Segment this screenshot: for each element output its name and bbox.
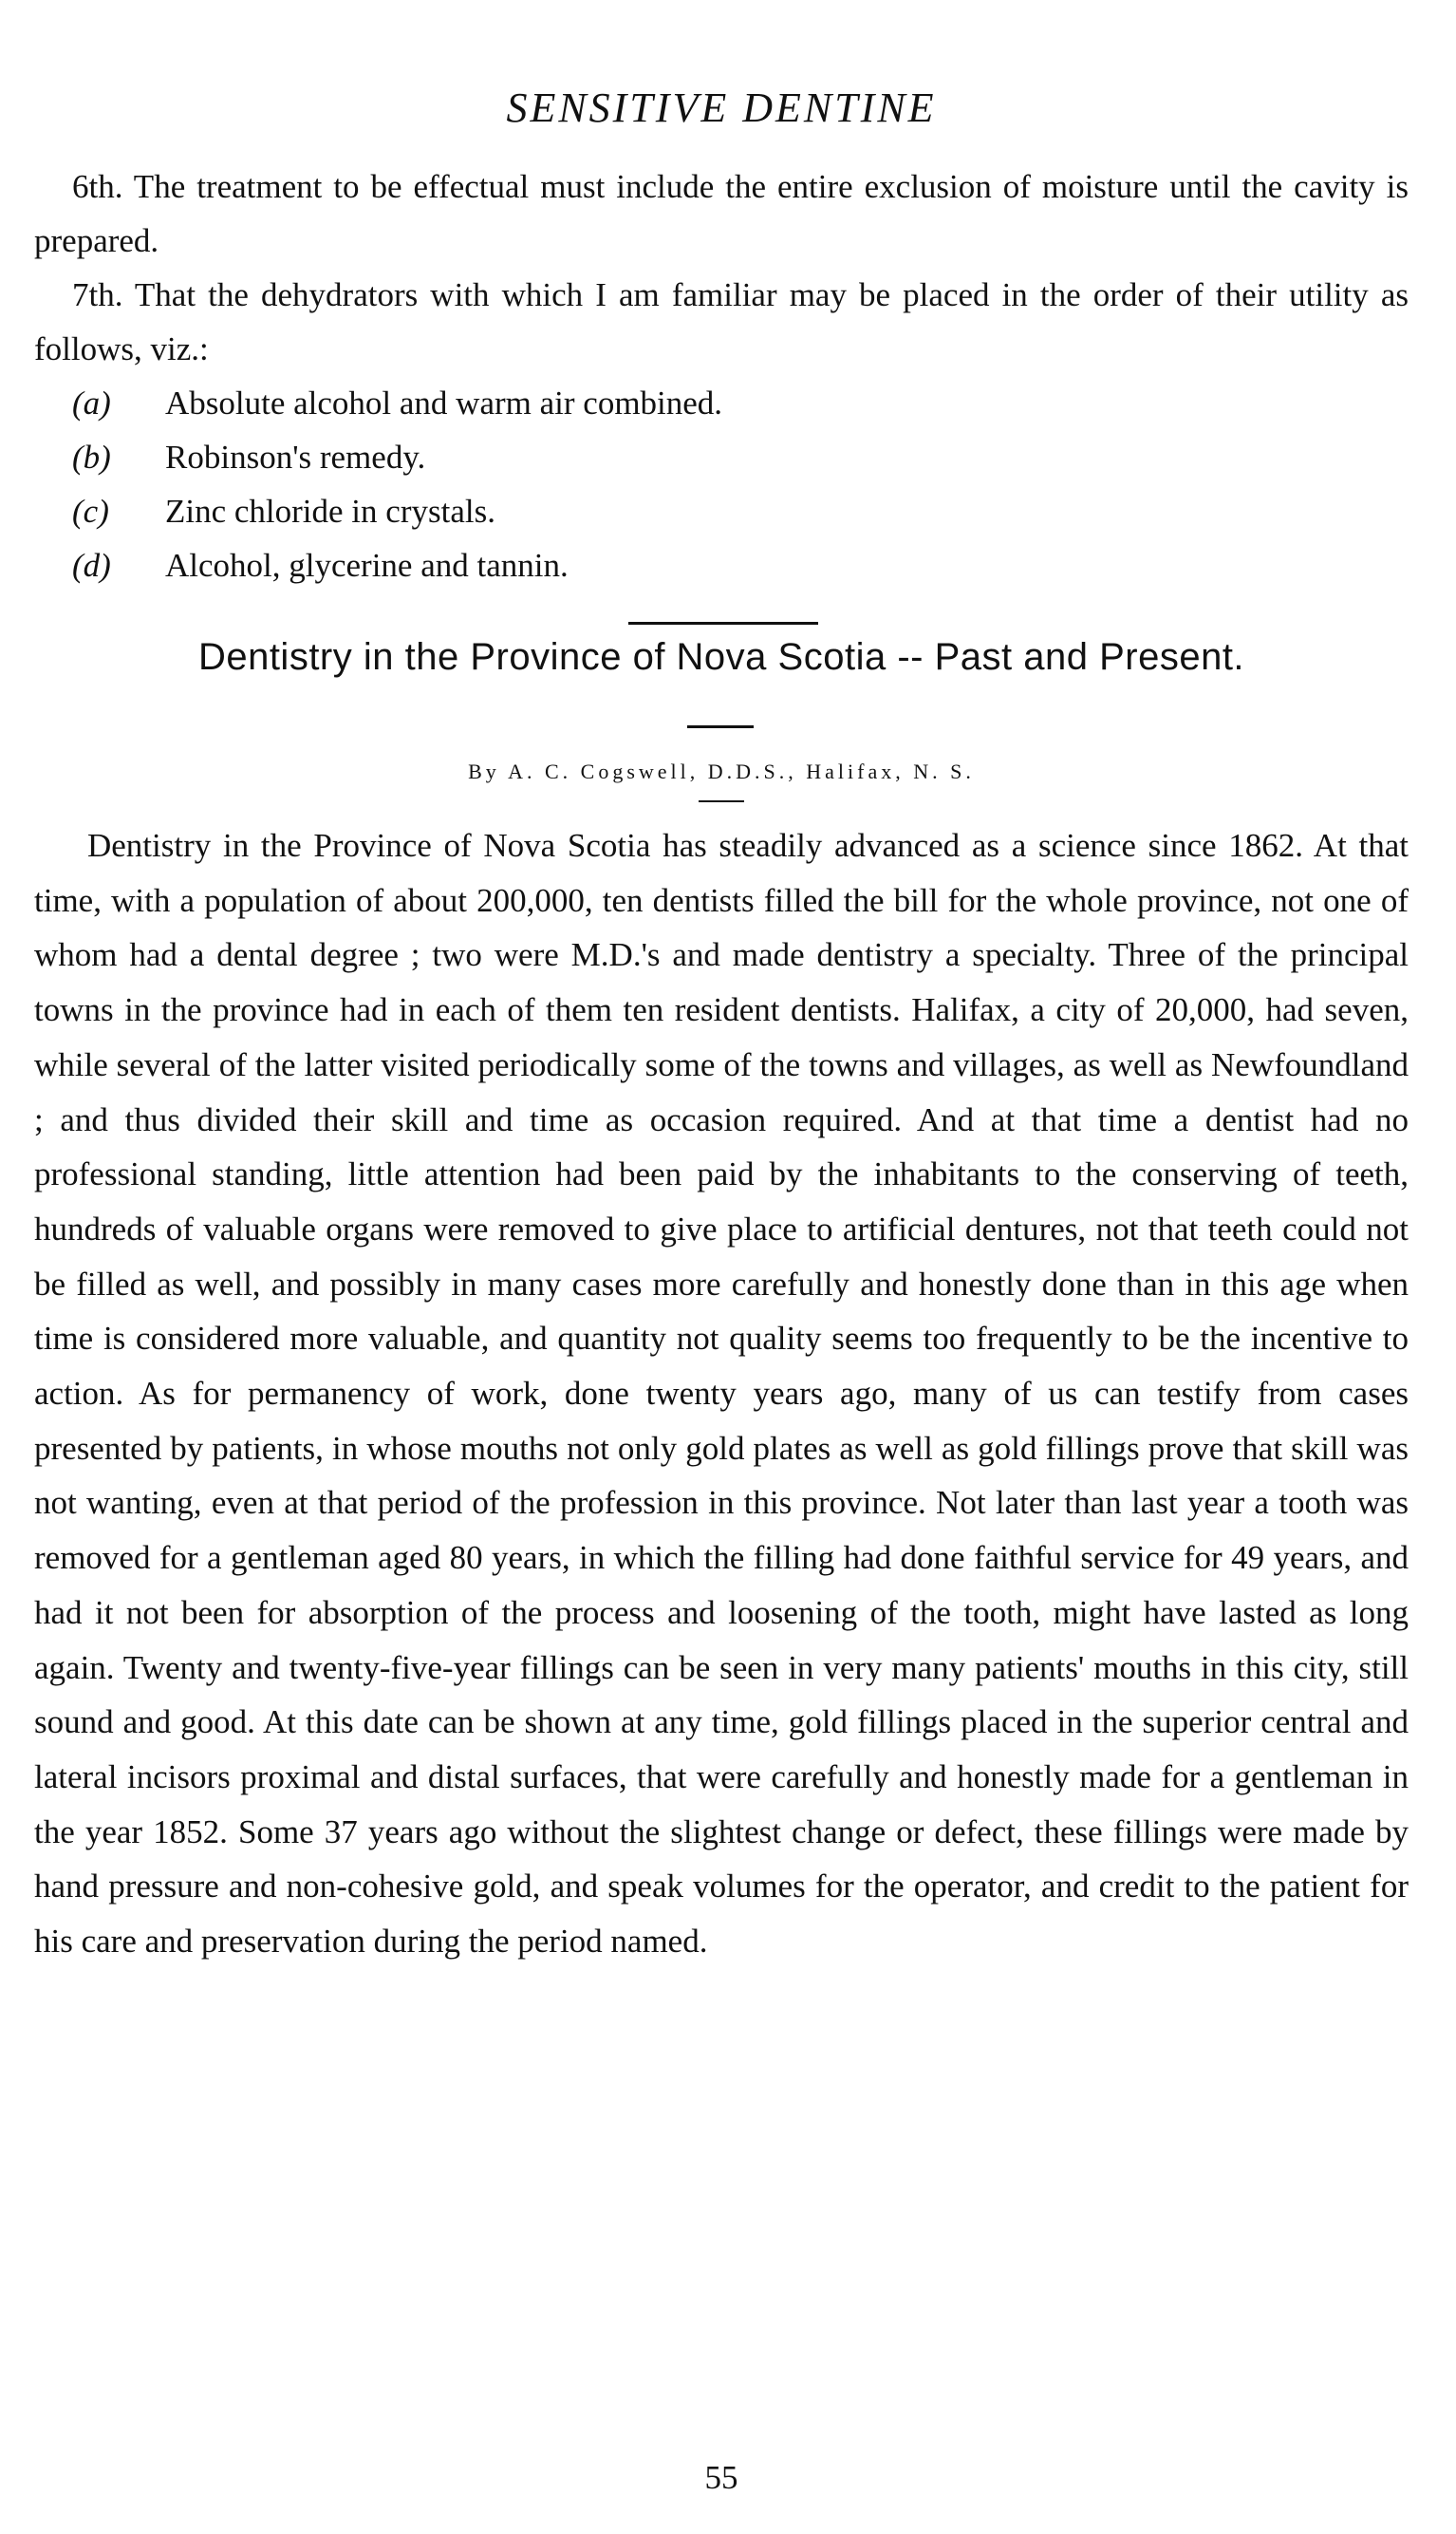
list-item-text: Alcohol, glycerine and tannin. bbox=[165, 547, 569, 584]
paragraph-6th: 6th. The treatment to be effectual must include the entire exclusion of moisture until the cavity is prepared. bbox=[34, 168, 1409, 259]
byline-rule bbox=[699, 800, 744, 802]
list-item bbox=[72, 538, 1409, 592]
list-marker: (a) bbox=[72, 385, 111, 422]
list-item bbox=[72, 430, 1409, 484]
list-item-text: Absolute alcohol and warm air combined. bbox=[165, 385, 723, 422]
article-byline: By A. C. Cogswell, D.D.S., Halifax, N. S. bbox=[468, 760, 975, 783]
list-marker: (b) bbox=[72, 439, 111, 476]
page-number: 55 bbox=[704, 2459, 738, 2496]
previous-article-continuation bbox=[34, 160, 1409, 592]
list-item bbox=[72, 484, 1409, 538]
running-head: SENSITIVE DENTINE bbox=[506, 84, 937, 131]
list-marker: (d) bbox=[72, 547, 111, 584]
paragraph-7th: 7th. That the dehydrators with which I am familiar may be placed in the order of their utility as follows, viz.: bbox=[34, 276, 1409, 367]
list-item-text: Robinson's remedy. bbox=[165, 439, 426, 476]
dehydrator-list bbox=[34, 376, 1409, 592]
article-title: Dentistry in the Province of Nova Scotia -- Past and Present. bbox=[197, 636, 1245, 678]
document-page bbox=[34, 0, 1409, 2534]
title-underline-rule bbox=[687, 725, 754, 728]
list-marker: (c) bbox=[72, 493, 109, 530]
section-divider bbox=[628, 622, 818, 625]
article-body: Dentistry in the Province of Nova Scotia has steadily advanced as a science since 1862. At that time, with a population of about 200,000, ten dentists filled the bill for the whole province, not one of whom had a dental degree ; two were M.D.'s and made dentistry a specialty. Three of the principal towns in the province had in each of them ten resident dentists. Halifax, a city of 20,000, had seven, while several of the latter visited periodically some of the towns and villages, as well as Newfoundland ; and thus divided their skill and time as occasion required. And at that time a dentist had no professional standing, little attention had been paid by the inhabitants to the conserving of teeth, hundreds of valuable organs were removed to give place to artificial dentures, not that teeth could not be filled as well, and possibly in many cases more carefully and honestly done than in this age when time is considered more valuable, and quantity not quality seems too frequently to be the incentive to action. As for permanency of work, done twenty years ago, many of us can testify from cases presented by patients, in whose mouths not only gold plates as well as gold fillings prove that skill was not wanting, even at that period of the profession in this province. Not later than last year a tooth was removed for a gentleman aged 80 years, in which the filling had done faithful service for 49 years, and had it not been for absorption of the process and loosening of the tooth, might have lasted as long again. Twenty and twenty-five-year fillings can be seen in very many patients' mouths in this city, still sound and good. At this date can be shown at any time, gold fillings placed in the superior central and lateral incisors proximal and distal surfaces, that were carefully and honestly made for a gentleman in the year 1852. Some 37 years ago without the slightest change or defect, these fillings were made by hand pressure and non-cohesive gold, and speak volumes for the operator, and credit to the patient for his care and preservation during the period named. bbox=[34, 827, 1409, 1961]
list-item-text: Zinc chloride in crystals. bbox=[165, 493, 495, 530]
list-item bbox=[72, 376, 1409, 430]
